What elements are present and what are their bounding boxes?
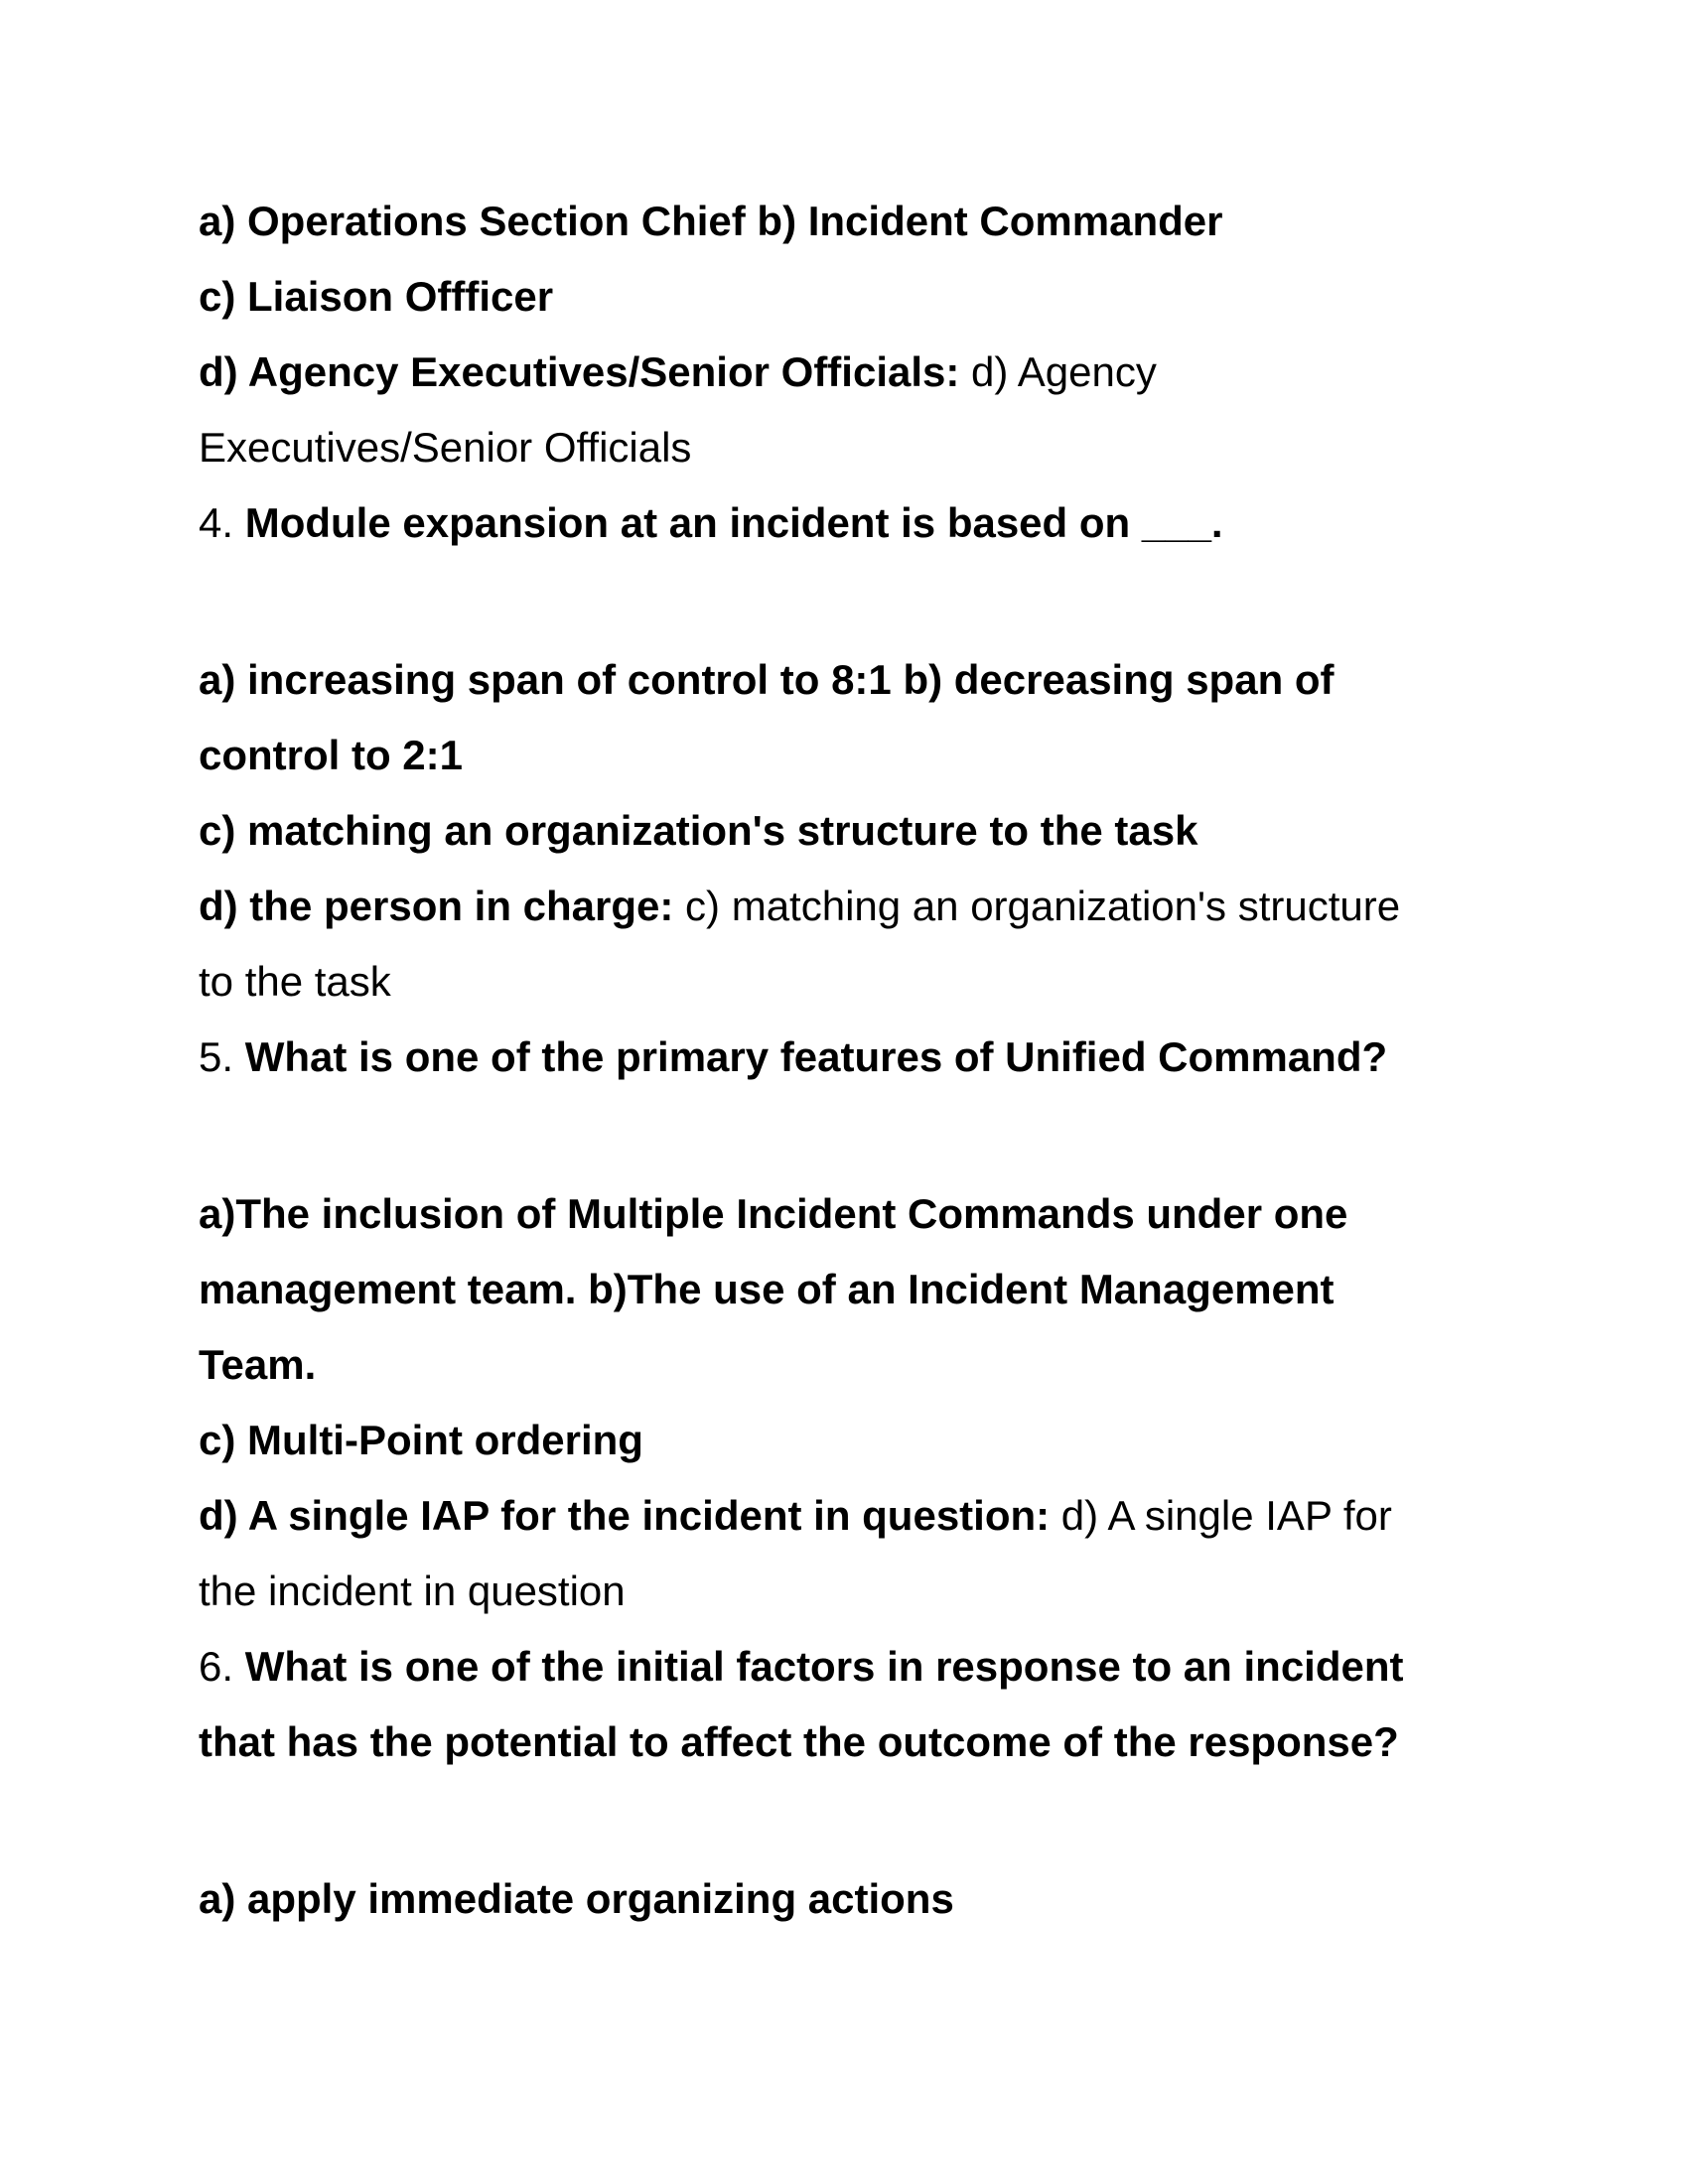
q5-question-text: What is one of the primary features of Unified Command? (244, 1033, 1388, 1080)
q5-number: 5. (199, 1033, 245, 1080)
q5-option-c: c) Multi-Point ordering (199, 1417, 643, 1463)
q4-question (199, 498, 1223, 548)
q5-answer-continued: the incident in question (199, 1568, 626, 1614)
q4-option-d (199, 882, 1400, 931)
q3-option-d (199, 347, 1157, 397)
q3-answer: d) Agency (959, 348, 1157, 395)
q4-option-c: c) matching an organization's structure to the task (199, 807, 1198, 854)
q3-options-line-1: a) Operations Section Chief b) Incident Commander (199, 198, 1223, 244)
q4-question-text: Module expansion at an incident is based on ___. (244, 499, 1223, 546)
q3-option-d-label: d) Agency Executives/Senior Officials: (199, 348, 960, 395)
q4-number: 4. (199, 499, 245, 546)
q6-number: 6. (199, 1643, 245, 1690)
q3-answer-continued: Executives/Senior Officials (199, 424, 692, 471)
q6-question-text: What is one of the initial factors in response to an incident (244, 1643, 1404, 1690)
q5-question (199, 1032, 1387, 1082)
q5-option-d-label: d) A single IAP for the incident in question: (199, 1492, 1051, 1539)
q5-options-line-2: management team. b)The use of an Incident Management (199, 1266, 1335, 1312)
q4-options-line-2: control to 2:1 (199, 732, 464, 778)
q5-options-line-3: Team. (199, 1341, 317, 1388)
q6-question-line-1 (199, 1642, 1404, 1692)
q4-answer: c) matching an organization's structure (673, 883, 1401, 929)
q6-question-line-2: that has the potential to affect the outcome of the response? (199, 1718, 1399, 1765)
q3-option-c: c) Liaison Offficer (199, 273, 554, 320)
q5-option-d (199, 1491, 1392, 1541)
q5-options-line-1: a)The inclusion of Multiple Incident Commands under one (199, 1190, 1348, 1237)
q5-answer: d) A single IAP for (1050, 1492, 1392, 1539)
q4-answer-continued: to the task (199, 958, 391, 1005)
q4-options-line-1: a) increasing span of control to 8:1 b) decreasing span of (199, 656, 1335, 703)
q6-option-a: a) apply immediate organizing actions (199, 1875, 954, 1922)
q4-option-d-label: d) the person in charge: (199, 883, 674, 929)
